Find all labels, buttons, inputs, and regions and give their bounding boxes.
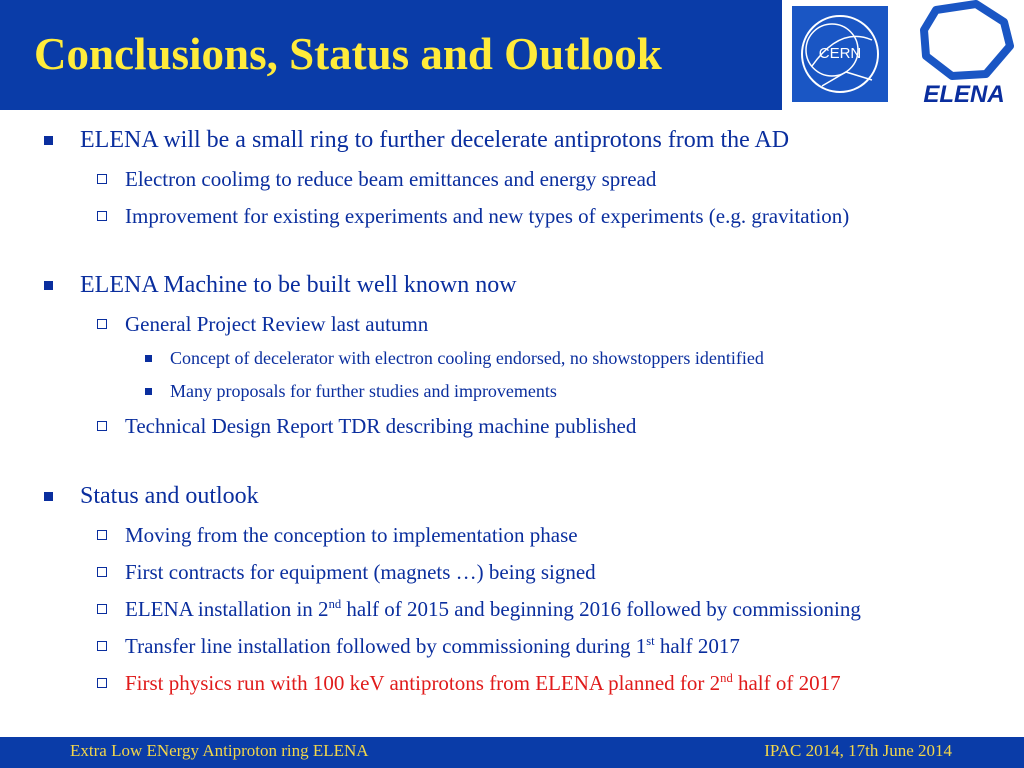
bullet-item [125, 310, 428, 338]
bullet-text: Improvement for existing experiments and new types of experiments (e.g. gravitation) [125, 204, 850, 228]
bullet-text: Transfer line installation followed by commissioning during 1 [125, 634, 647, 658]
bullet-item [170, 346, 764, 370]
cern-logo-text: CERN [818, 45, 862, 62]
square-bullet-icon [44, 136, 53, 145]
hollow-square-bullet-icon [97, 641, 107, 651]
bullet-item [125, 521, 578, 549]
bullet-item [125, 165, 656, 193]
bullet-text: half of 2015 and beginning 2016 followed by commissioning [341, 597, 861, 621]
bullet-text: half 2017 [654, 634, 740, 658]
bullet-text: Moving from the conception to implementation phase [125, 523, 578, 547]
bullet-text: Many proposals for further studies and improvements [170, 381, 557, 401]
bullet-item [125, 202, 849, 230]
bullet-text: Electron coolimg to reduce beam emittances and energy spread [125, 167, 657, 191]
logo-area [782, 0, 1024, 110]
square-bullet-icon [44, 281, 53, 290]
bullet-item [125, 632, 740, 660]
bullet-item [125, 558, 596, 586]
bullet-item [80, 270, 517, 300]
cern-logo [792, 6, 888, 102]
elena-logo-text: ELENA [923, 81, 1005, 108]
hollow-square-bullet-icon [97, 530, 107, 540]
hollow-square-bullet-icon [97, 421, 107, 431]
footer-right-text: IPAC 2014, 17th June 2014 [764, 741, 952, 760]
bullet-text: ELENA will be a small ring to further decelerate antiprotons from the AD [80, 127, 790, 153]
square-bullet-icon [145, 388, 152, 395]
hollow-square-bullet-icon [97, 678, 107, 688]
ordinal-suffix: st [646, 634, 655, 648]
hollow-square-bullet-icon [97, 174, 107, 184]
bullet-text: ELENA Machine to be built well known now [80, 272, 517, 298]
bullet-item [125, 412, 636, 440]
hollow-square-bullet-icon [97, 319, 107, 329]
hollow-square-bullet-icon [97, 211, 107, 221]
hollow-square-bullet-icon [97, 567, 107, 577]
bullet-text: Technical Design Report TDR describing machine published [125, 414, 637, 438]
bullet-text: General Project Review last autumn [125, 312, 429, 336]
bullet-item [125, 595, 861, 623]
hollow-square-bullet-icon [97, 604, 107, 614]
ordinal-suffix: nd [720, 671, 733, 685]
bullet-text: ELENA installation in 2 [125, 597, 329, 621]
bullet-item [80, 481, 259, 511]
footer-left-text: Extra Low ENergy Antiproton ring ELENA [70, 741, 369, 760]
bullet-item [80, 125, 789, 155]
bullet-item-highlight [125, 669, 841, 697]
bullet-text: Status and outlook [80, 483, 259, 509]
ordinal-suffix: nd [328, 597, 342, 611]
elena-logo [906, 0, 1024, 110]
bullet-item [170, 379, 557, 403]
header-bar [0, 0, 1024, 110]
square-bullet-icon [44, 492, 53, 501]
slide-title: Conclusions, Status and Outlook [34, 29, 662, 79]
bullet-text: First physics run with 100 keV antiprotons from ELENA planned for 2 [125, 671, 721, 695]
footer-bar [0, 737, 1024, 768]
bullet-text: First contracts for equipment (magnets …) being signed [125, 560, 596, 584]
bullet-text: Concept of decelerator with electron cooling endorsed, no showstoppers identified [170, 348, 764, 368]
bullet-text: half of 2017 [732, 671, 841, 695]
square-bullet-icon [145, 355, 152, 362]
